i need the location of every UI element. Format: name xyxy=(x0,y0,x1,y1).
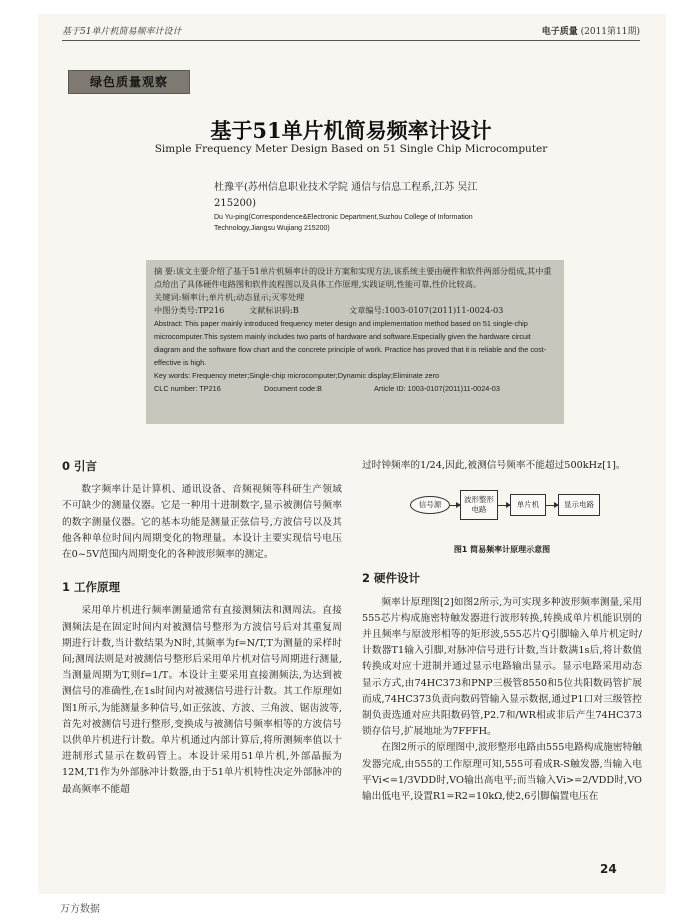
page-number: 24 xyxy=(600,862,617,876)
watermark: 万方数据 xyxy=(60,904,100,915)
section-2-paragraph-1: 频率计原理图[2]如图2所示,为可实现多种波形频率测量,采用555芯片构成施密特触发器进行波形转换,转换成单片机能识别的并且频率与原波形相等的矩形波,555芯片Q引脚输入单片机定时/计数器T1输入引脚,对脉冲信号进行计数,当计数满1s后,将计数值转换成对应十进制并通过显示电路输出显示。显示电路采用动态显示方式,由74HC373和PNP三极管8550和5位共阳数码管扩展而成,74HC373负责向数码管输入显示数据,通过P1口对三级管控制负责选通对应共阳数码管,P2.7和/WR相或非后产生74HC373锁存信号,扩展地址为7FFFH。 xyxy=(362,596,642,738)
node-signal-source: 信号源 xyxy=(410,496,450,514)
classification-en xyxy=(154,382,556,395)
figure-1-block-diagram xyxy=(362,482,642,538)
author-cn: 杜豫平(苏州信息职业技术学院 通信与信息工程系,江苏 吴江 215200) xyxy=(214,182,478,209)
abstract-cn: 摘 要:该文主要介绍了基于51单片机频率计的设计方案和实现方法,该系统主要由硬件和软件两部分组成,其中重点给出了具体硬件电路图和软件流程图以及具体工作原理,实践证明,性能可靠,性价比较高。 xyxy=(154,266,552,289)
header-journal xyxy=(542,24,640,37)
continued-paragraph: 过时钟频率的1/24,因此,被测信号频率不能超过500kHz[1]。 xyxy=(362,460,626,471)
article-id-en: Article ID: 1003-0107(2011)11-0024-03 xyxy=(374,384,500,393)
right-column xyxy=(362,458,642,805)
journal-issue: (2011第11期) xyxy=(580,27,640,37)
section-0-paragraph: 数字频率计是计算机、通讯设备、音频视频等科研生产领域不可缺少的测量仪器。它是一种用十进制数字,显示被测信号频率的数字测量仪器。它的基本功能是测量正弦信号,方波信号以及其他各种单位时间内周期变化的物理量。本设计主要实现信号电压在0~5V范围内周期变化的各种波形频率的测定。 xyxy=(62,484,342,561)
node-display-circuit: 显示电路 xyxy=(558,494,600,516)
column-badge: 绿色质量观察 xyxy=(68,70,190,94)
article-id-cn: 文章编号:1003-0107(2011)11-0024-03 xyxy=(349,305,504,315)
keywords-en: Key words: Frequency meter;Single-chip microcomputer;Dynamic display;Eliminate zero xyxy=(154,371,440,380)
article-title: 基于51单片机简易频率计设计 xyxy=(210,118,492,143)
header-rule xyxy=(62,40,640,41)
section-0-heading: 0 引言 xyxy=(62,459,98,473)
doc-code-en: Document code:B xyxy=(264,384,323,393)
article-subtitle-en: Simple Frequency Meter Design Based on 51 Single Chip Microcomputer xyxy=(154,143,548,155)
clc-en: CLC number: TP216 xyxy=(154,384,221,393)
doc-code-cn: 文献标识码:B xyxy=(249,305,299,315)
clc-cn: 中图分类号:TP216 xyxy=(154,305,225,315)
abstract-en: Abstract: This paper mainly introduced frequency meter design and implementation method based on 51 single-chip microcomputer.This system mainly includes two parts of hardware and software.Especially given the hardware circuit diagram and the software flow chart and the concrete principle of work. Practice has proved that it is reliable and the cost-effective is high. xyxy=(154,319,547,367)
classification-cn xyxy=(154,304,556,317)
arrow-2 xyxy=(498,505,510,506)
keywords-cn: 关键词:频率计;单片机;动态显示;灭零处理 xyxy=(154,292,305,302)
section-1-paragraph: 采用单片机进行频率测量通常有直接测频法和测周法。直接测频法是在固定时间内对被测信号整形为方波信号后对其重复周期进行计数,当计数结果为N时,其频率为f=N/T,T为测量的采样时间;测周法则是对被测信号整形后采用单片机对信号周期进行测量,当测量周期为T,则f=1/T。本设计主要采用直接测频法,为达到被测信号的准确性,在1s时间内对被测信号进行计数。其工作原理如图1所示,为能测量多种信号,如正弦波、方波、三角波、锯齿波等,首先对被测信号进行整形,变换成与被测信号频率相等的方波信号以供单片机进行计数。单片机通过内部计算后,将所测频率值以十进制形式显示在数码管上。本设计采用51单片机,外部晶振为12M,T1作为外部脉冲计数器,由于51单片机特性决定外部脉冲的最高频率不能超 xyxy=(62,605,342,795)
left-column xyxy=(62,458,342,798)
node-shaping-circuit: 波形整形电路 xyxy=(460,490,498,520)
arrow-1 xyxy=(450,505,460,506)
section-2-heading: 2 硬件设计 xyxy=(362,571,421,586)
abstract-box xyxy=(146,260,564,424)
section-1-heading: 1 工作原理 xyxy=(62,580,121,595)
arrow-3 xyxy=(546,505,558,506)
author-block xyxy=(214,180,504,234)
header-article-title: 基于51单片机简易频率计设计 xyxy=(62,27,182,37)
author-en: Du Yu-ping(Correspondence&Electronic Department,Suzhou College of Information Technology,Jiangsu Wujiang 215200) xyxy=(214,214,473,232)
figure-1-caption: 图1 简易频率计原理示意图 xyxy=(453,545,551,555)
running-header xyxy=(62,24,640,40)
section-2-paragraph-2: 在图2所示的原理图中,波形整形电路由555电路构成施密特触发器完成,由555的工作原理可知,555可看成R-S触发器,当输入电平Vi<=1/3VDD时,VO输出高电平;而当输入Vi>=2/VDD时,VO输出低电平,设置R1=R2=10kΩ,使2,6引脚偏置电压在 xyxy=(362,742,642,803)
node-mcu: 单片机 xyxy=(510,494,546,516)
journal-name: 电子质量 xyxy=(541,27,578,37)
